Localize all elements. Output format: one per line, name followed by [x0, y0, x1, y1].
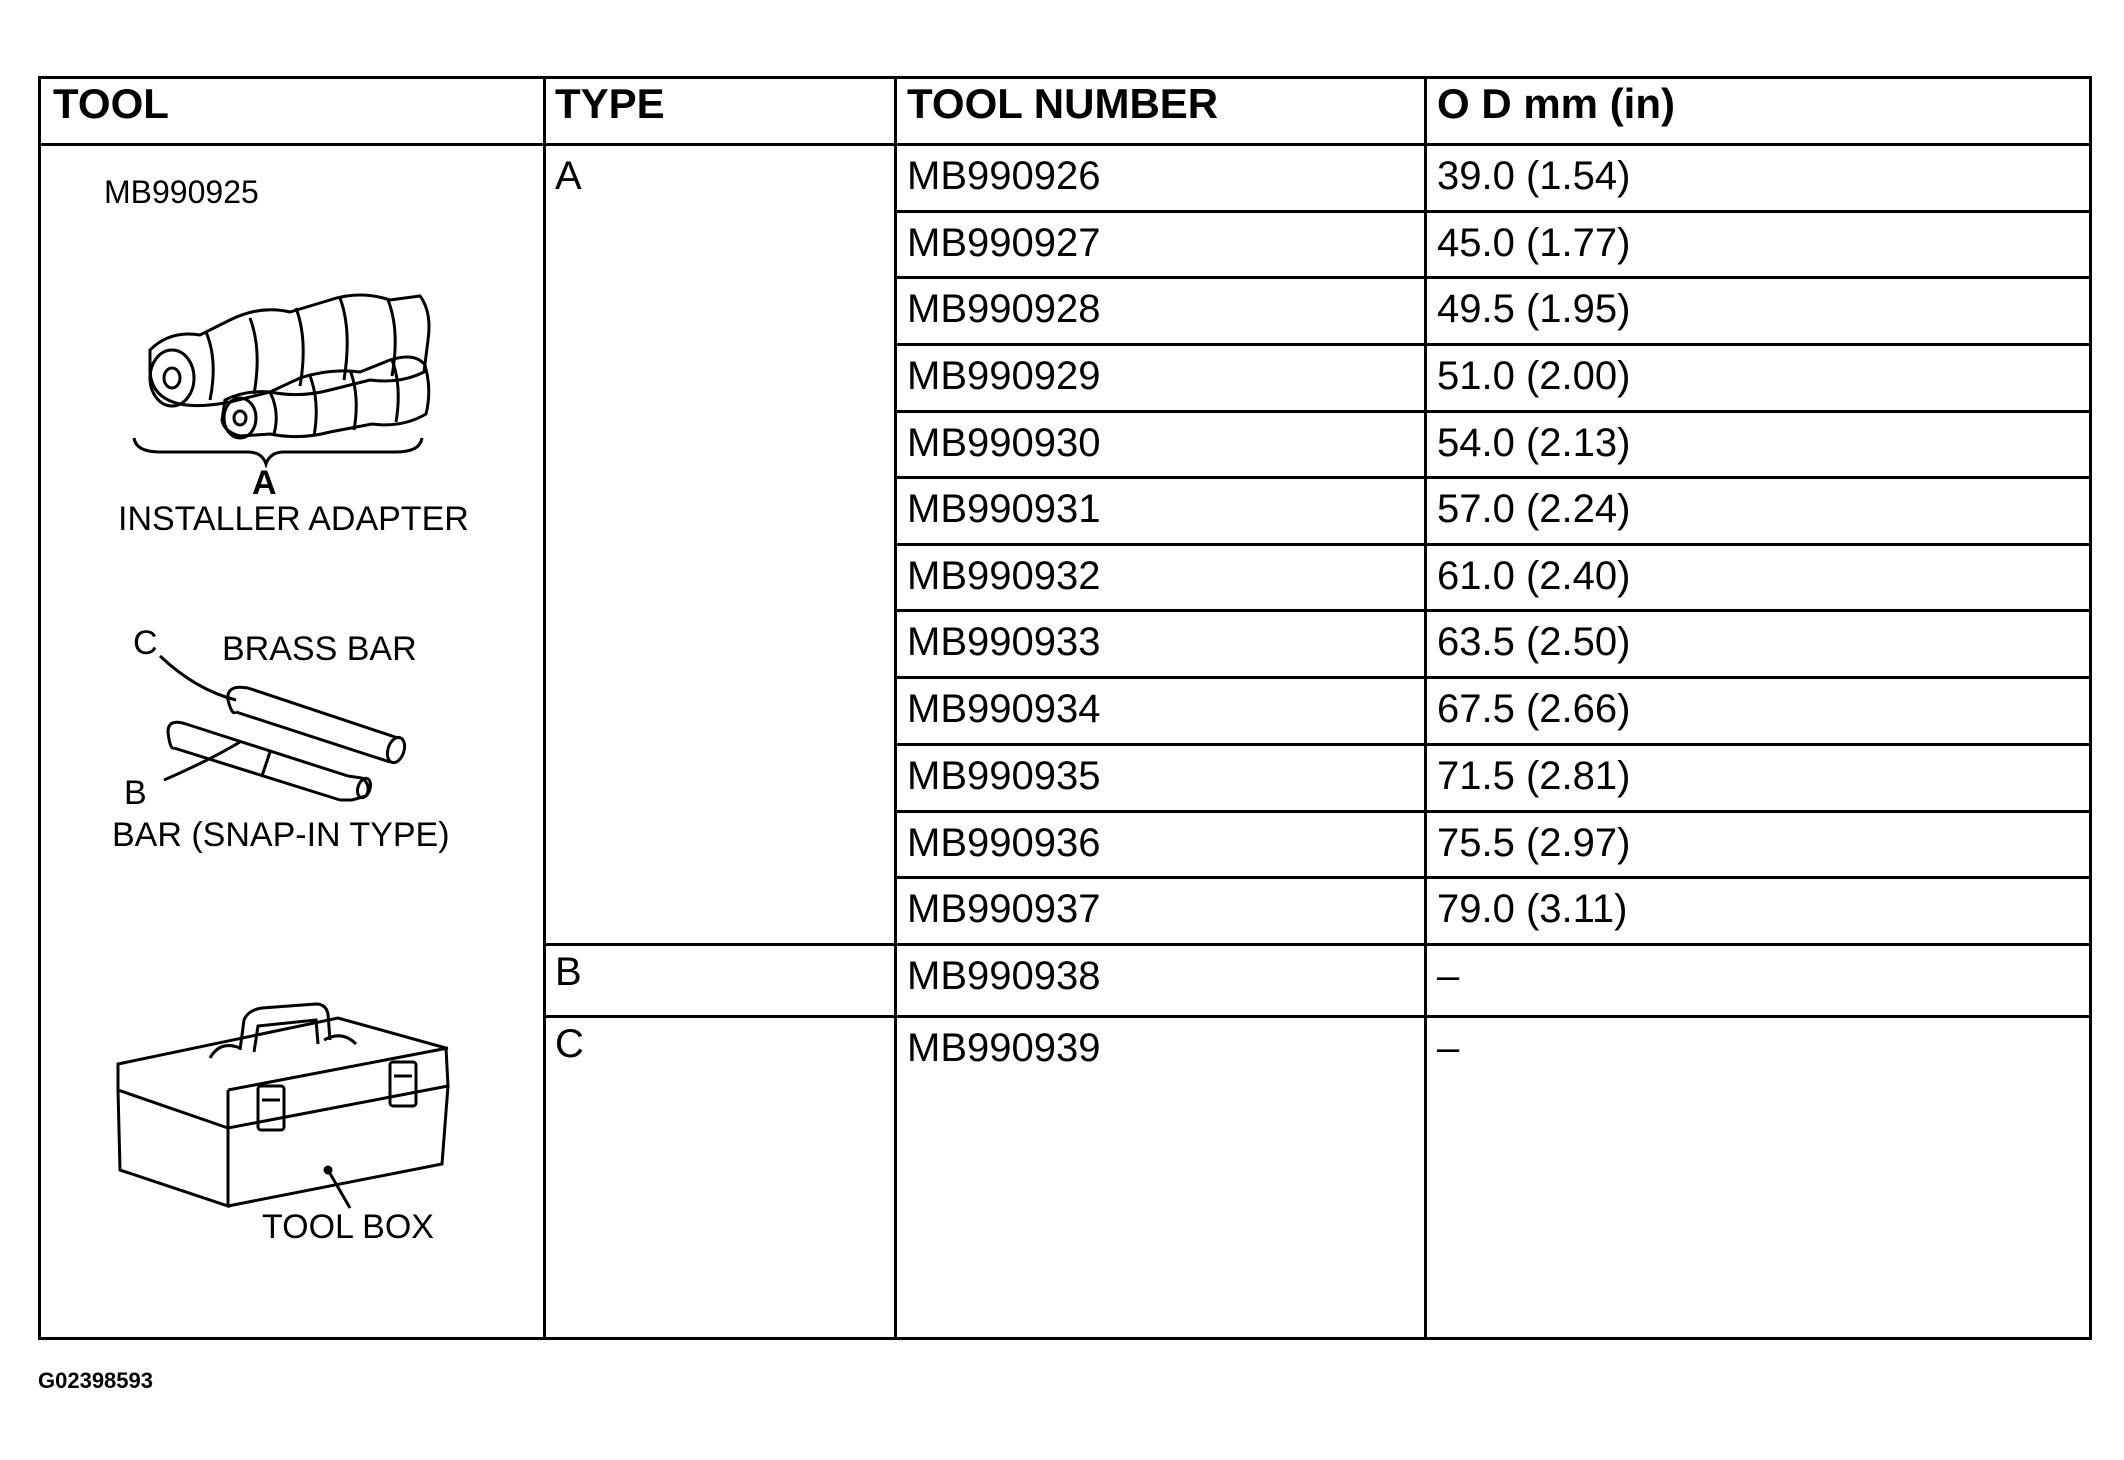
tool-number-cell: MB990926	[907, 154, 1101, 198]
adapter-letter: A	[252, 464, 277, 502]
adapter-caption: INSTALLER ADAPTER	[118, 500, 469, 538]
type-cell-b: B	[555, 950, 582, 994]
bar-caption: BAR (SNAP-IN TYPE)	[112, 816, 450, 854]
od-cell: 57.0 (2.24)	[1437, 487, 1631, 531]
od-cell: 67.5 (2.66)	[1437, 687, 1631, 731]
header-tool-number: TOOL NUMBER	[907, 80, 1219, 127]
tool-number-cell: MB990936	[907, 821, 1101, 865]
od-cell: 63.5 (2.50)	[1437, 620, 1631, 664]
od-cell: 79.0 (3.11)	[1437, 887, 1628, 931]
tool-number-cell: MB990928	[907, 287, 1101, 331]
od-cell: 49.5 (1.95)	[1437, 287, 1631, 331]
type-cell-c: C	[555, 1022, 584, 1066]
header-tool: TOOL	[53, 80, 169, 127]
od-cell: –	[1437, 954, 1460, 998]
brass-bar-letter: C	[133, 624, 158, 662]
od-cell: 39.0 (1.54)	[1437, 154, 1631, 198]
tool-number-cell: MB990927	[907, 221, 1101, 265]
brass-bar-caption: BRASS BAR	[222, 630, 417, 668]
tool-number-cell: MB990938	[907, 954, 1101, 998]
tool-number-cell: MB990934	[907, 687, 1101, 731]
tool-box-icon	[118, 1004, 448, 1208]
od-cell: 71.5 (2.81)	[1437, 754, 1631, 798]
tool-number-cell: MB990929	[907, 354, 1101, 398]
tool-number-cell: MB990930	[907, 421, 1101, 465]
tool-number-cell: MB990935	[907, 754, 1101, 798]
tool-number-cell: MB990939	[907, 1026, 1101, 1070]
type-cell-a: A	[555, 154, 582, 198]
header-od: O D mm (in)	[1437, 80, 1675, 127]
od-cell: 54.0 (2.13)	[1437, 421, 1631, 465]
od-cell: 45.0 (1.77)	[1437, 221, 1631, 265]
od-cell: –	[1437, 1026, 1460, 1070]
od-cell: 75.5 (2.97)	[1437, 821, 1631, 865]
bars-icon	[160, 656, 408, 800]
od-cell: 51.0 (2.00)	[1437, 354, 1631, 398]
installer-adapter-icon	[134, 295, 429, 464]
tool-set-number: MB990925	[104, 174, 259, 210]
tool-box-caption: TOOL BOX	[262, 1208, 434, 1246]
od-cell: 61.0 (2.40)	[1437, 554, 1631, 598]
tool-number-cell: MB990932	[907, 554, 1101, 598]
figure-code: G02398593	[38, 1368, 153, 1393]
tool-number-cell: MB990937	[907, 887, 1101, 931]
tool-number-cell: MB990933	[907, 620, 1101, 664]
tool-number-cell: MB990931	[907, 487, 1101, 531]
header-type: TYPE	[555, 80, 665, 127]
bar-letter: B	[124, 774, 147, 812]
